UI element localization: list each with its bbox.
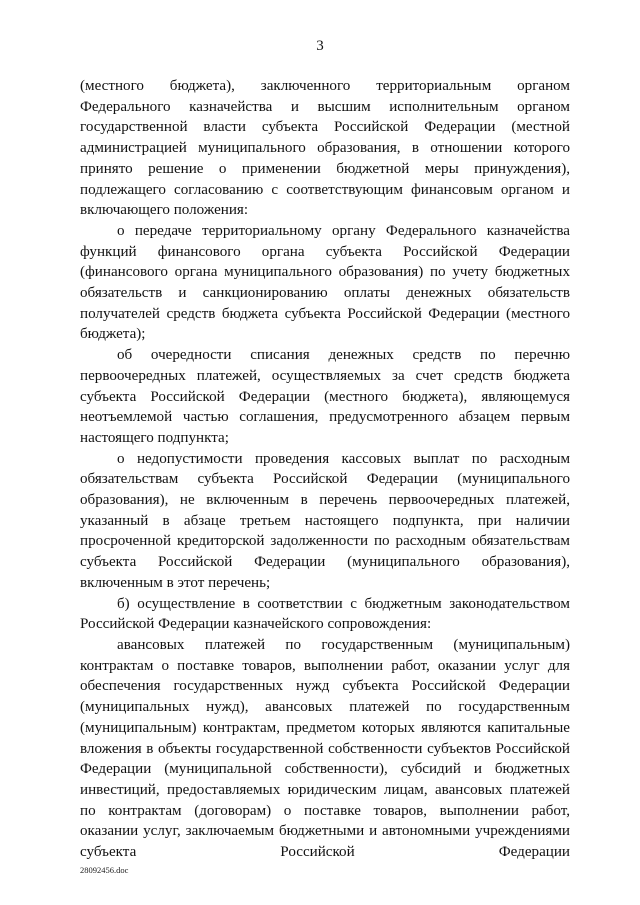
paragraph-4: о недопустимости проведения кассовых выплат по расходным обязательствам субъекта Российской Федерации (муниципального образования), не включенным в перечень первоочередных платежей, указанный в абзаце третьем настоящего подпункта, при наличии просроченной кредиторской задолженности по расходным обязательствам субъекта Российской Федерации (муниципального образования), включенным в этот перечень; <box>80 450 570 591</box>
paragraph-3: об очередности списания денежных средств по перечню первоочередных платежей, осуществляемых за счет средств бюджета субъекта Российской Федерации (местного бюджета), являющемуся неотъемлемой частью соглашения, предусмотренного абзацем первым настоящего подпункта; <box>80 347 570 446</box>
paragraph-6: авансовых платежей по государственным (муниципальным) контрактам о поставке товаров, выполнении работ, оказании услуг для обеспечения государственных нужд субъекта Российской Федерации (муниципальных нужд), авансовых платежей по государственным (муниципальным) контрактам, предметом которых являются капитальные вложения в объекты государственной собственности субъектов Российской Федерации (муниципальной собственности), субсидий и бюджетных инвестиций, предоставляемых юридическим лицам, авансовых платежей по контрактам (договорам) о поставке товаров, выполнении работ, оказании услуг, заключаемым бюджетными и автономными учреждениями субъекта Российской Федерации <box>80 636 570 861</box>
document-body <box>80 76 570 863</box>
paragraph-5: б) осуществление в соответствии с бюджетным законодательством Российской Федерации казначейского сопровождения: <box>80 595 570 633</box>
paragraph-1: (местного бюджета), заключенного территориальным органом Федерального казначейства и высшим исполнительным органом государственной власти субъекта Российской Федерации (местной администрацией муниципального образования, в отношении которого принято решение о применении бюджетной меры принуждения), подлежащего согласованию с соответствующим финансовым органом и включающего положения: <box>80 78 570 219</box>
footer-file-code: 28092456.doc <box>80 865 129 875</box>
paragraph-2: о передаче территориальному органу Федерального казначейства функций финансового органа субъекта Российской Федерации (финансового органа муниципального образования) по учету бюджетных обязательств и санкционированию оплаты денежных обязательств получателей средств бюджета субъекта Российской Федерации (местного бюджета); <box>80 222 570 343</box>
page-number: 3 <box>316 38 324 54</box>
